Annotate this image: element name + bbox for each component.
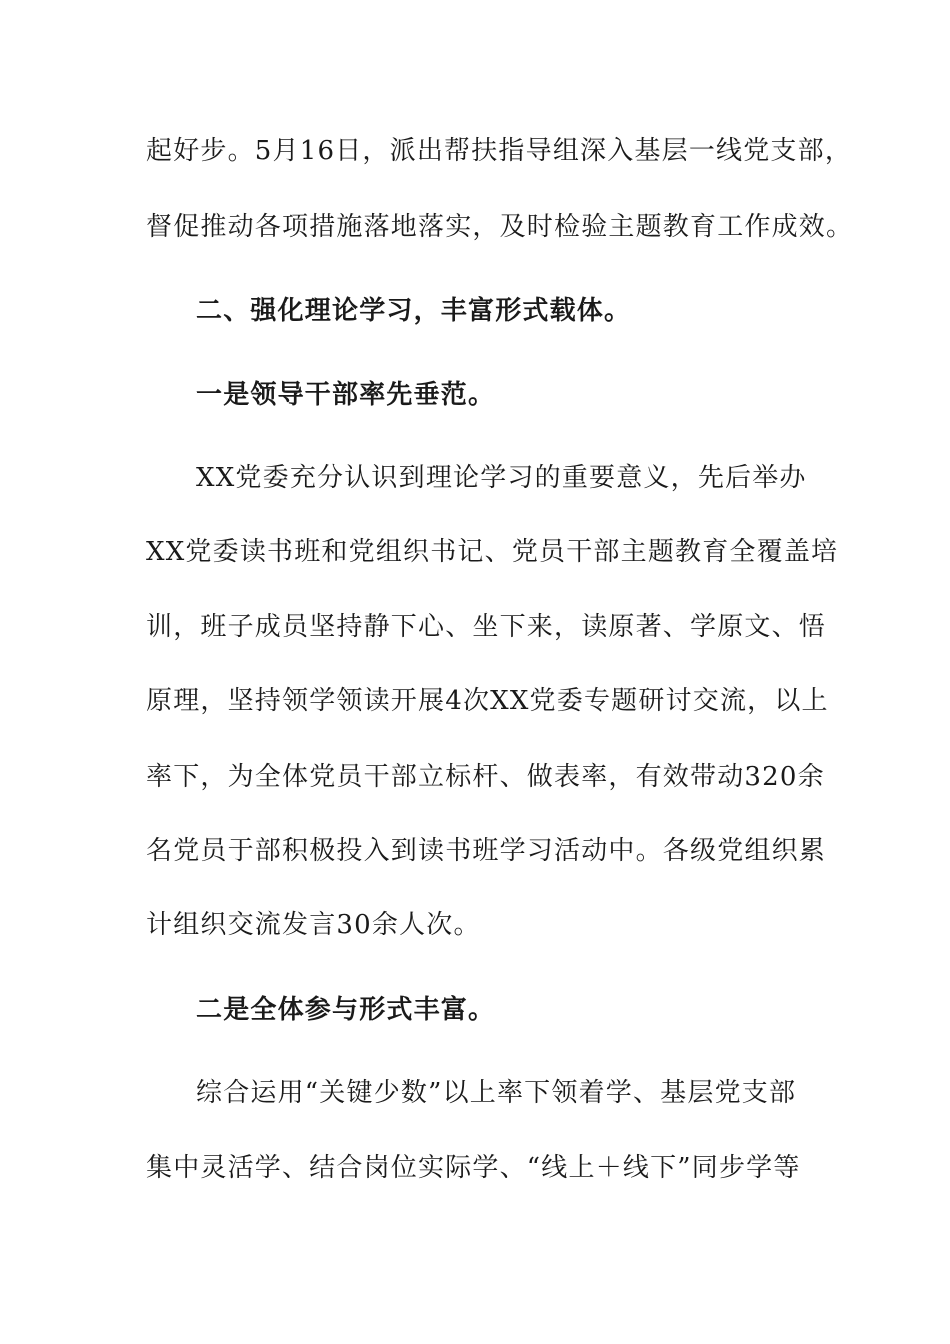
subsection-heading: 二是全体参与形式丰富。 — [196, 995, 496, 1025]
paragraph-line: 集中灵活学、结合岗位实际学、“线上＋线下”同步学等 — [146, 1153, 801, 1183]
subsection-heading: 一是领导干部率先垂范。 — [196, 380, 496, 410]
paragraph-line: 督促推动各项措施落地落实，及时检验主题教育工作成效。 — [146, 212, 854, 242]
paragraph-line: XX党委读书班和党组织书记、党员干部主题教育全覆盖培 — [146, 537, 839, 567]
paragraph-line: 训，班子成员坚持静下心、坐下来，读原著、学原文、悟 — [146, 612, 827, 642]
paragraph-line: 名党员于部积极投入到读书班学习活动中。各级党组织累 — [146, 836, 827, 866]
paragraph-line: 率下，为全体党员干部立标杆、做表率，有效带动320余 — [146, 762, 825, 792]
paragraph-line: 计组织交流发言30余人次。 — [146, 910, 481, 940]
paragraph-line: 原理，坚持领学领读开展4次XX党委专题研讨交流，以上 — [146, 686, 829, 716]
paragraph-line: 起好步。5月16日，派出帮扶指导组深入基层一线党支部， — [146, 136, 853, 166]
paragraph-line: XX党委充分认识到理论学习的重要意义，先后举办 — [196, 463, 807, 493]
section-heading: 二、强化理论学习，丰富形式载体。 — [196, 296, 632, 326]
paragraph-line: 综合运用“关键少数”以上率下领着学、基层党支部 — [196, 1078, 797, 1108]
